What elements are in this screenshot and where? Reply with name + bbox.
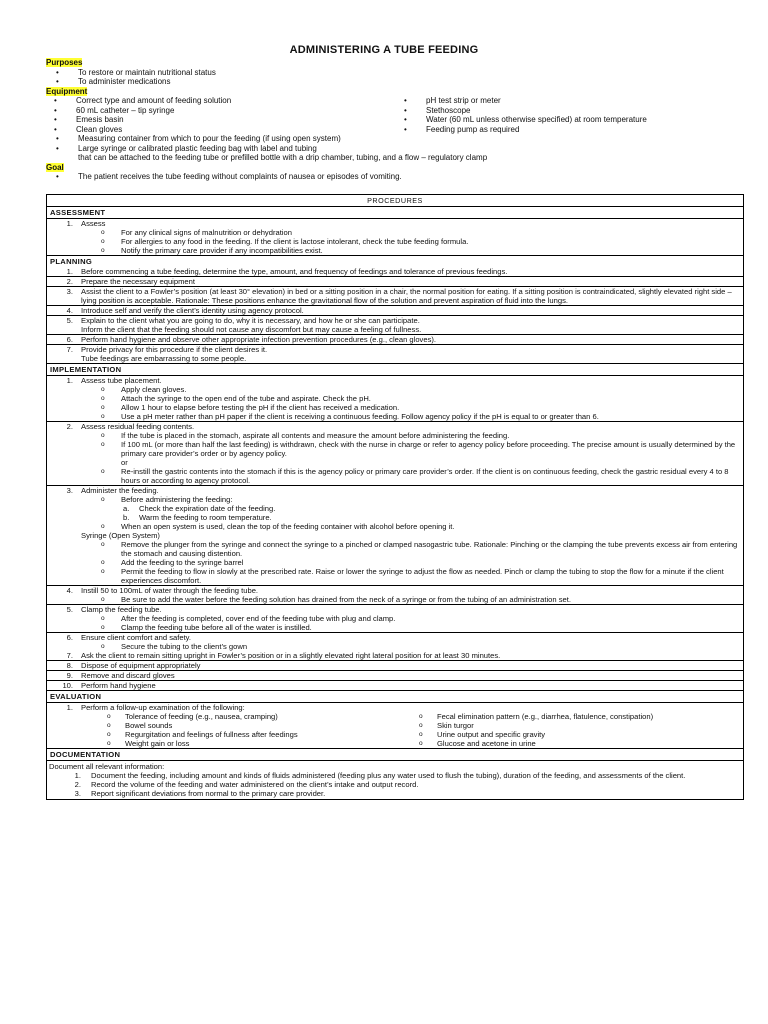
sub-item: o Secure the tubing to the client’s gown <box>81 642 739 651</box>
list-item: • Measuring container from which to pour the feeding (if using open system) <box>46 134 736 144</box>
step-number: 3. <box>66 287 73 296</box>
syringe-heading: Syringe (Open System) <box>81 531 160 540</box>
table-row <box>47 305 743 315</box>
list-item: • Correct type and amount of feeding solution <box>46 96 396 106</box>
step-number: 9. <box>66 671 73 680</box>
step-number: 4. <box>66 586 73 595</box>
table-row <box>47 315 743 334</box>
evaluation-right <box>393 712 739 748</box>
step-text: Instill 50 to 100mL of water through the feeding tube. <box>81 586 259 595</box>
table-row <box>47 267 743 276</box>
step-number: 1. <box>66 219 73 228</box>
step-number: 10. <box>62 681 73 690</box>
sub-item: o For any clinical signs of malnutrition or dehydration <box>81 228 739 237</box>
sub-item: o Use a pH meter rather than pH paper if the client is receiving a continuous feeding. Follow agency policy if the pH is equal to or greater than 6. <box>81 412 739 421</box>
step-number: 7. <box>66 345 73 354</box>
step-text: Perform hand hygiene and observe other appropriate infection prevention procedures (e.g., clean gloves). <box>81 335 437 344</box>
lettered-item: b. Warm the feeding to room temperature. <box>123 513 272 522</box>
list-item: • Clean gloves <box>46 125 396 135</box>
documentation-intro: Document all relevant information: <box>49 762 165 771</box>
list-item: • Large syringe or calibrated plastic feeding bag with label and tubing <box>46 144 736 154</box>
sub-item: o Remove the plunger from the syringe and connect the syringe to a pinched or clamped nasogastric tube. Rationale: Pinching or the clamping the tube prevents excess air from entering the stomach and causing distention. <box>81 540 739 558</box>
letter-marker: b. <box>123 513 130 522</box>
sub-item: o Attach the syringe to the open end of the tube and aspirate. Check the pH. <box>81 394 739 403</box>
sub-item: o Urine output and specific gravity <box>393 730 739 739</box>
step-text: Assess <box>81 219 106 228</box>
equipment-continuation: that can be attached to the feeding tube or prefilled bottle with a drip chamber, tubing, and a flow – regulatory clamp <box>78 153 488 162</box>
table-row <box>47 276 743 286</box>
step-text: Clamp the feeding tube. <box>81 605 162 614</box>
evaluation-left <box>81 712 393 748</box>
step-text: Ask the client to remain sitting upright in Fowler’s position or in a slightly elevated right lateral position for at least 30 minutes. <box>81 651 501 660</box>
list-item <box>49 771 741 780</box>
sub-item: o Allow 1 hour to elapse before testing the pH if the client has received a medication. <box>81 403 739 412</box>
sub-item: o For allergies to any food in the feeding. If the client is lactose intolerant, check the tube feeding formula. <box>81 237 739 246</box>
item-number: 3. <box>74 789 81 798</box>
item-text: Report significant deviations from normal to the primary care provider. <box>91 789 326 798</box>
list-item: • pH test strip or meter <box>396 96 736 106</box>
intro-section <box>46 58 736 182</box>
item-text: Document the feeding, including amount and kinds of fluids administered (feeding plus any water used to flush the tubing), duration of the feeding, and assessments of the client. <box>91 771 686 780</box>
sub-item: o Bowel sounds <box>81 721 393 730</box>
purposes-label: Purposes <box>46 58 83 67</box>
table-row <box>47 485 743 585</box>
section-planning: PLANNING <box>47 255 743 267</box>
list-item: • Stethoscope <box>396 106 736 116</box>
step-text: Provide privacy for this procedure if the client desires it. <box>81 345 268 354</box>
step-text: Assist the client to a Fowler’s position (at least 30° elevation) in bed or a sitting position in a chair, the normal position for eating. If a sitting position is contraindicated, slightly elevated right side – lying position is acceptable. Rationale: These positions enhance the gravitational flow of the solution and prevent aspiration of fluid into the lungs. <box>81 287 732 305</box>
section-documentation: DOCUMENTATION <box>47 748 743 760</box>
equipment-columns <box>46 96 736 134</box>
equipment-left-list <box>46 96 396 134</box>
section-assessment: ASSESSMENT <box>47 206 743 218</box>
procedures-table <box>46 194 744 800</box>
table-row <box>47 421 743 485</box>
list-item: • To restore or maintain nutritional status <box>46 68 736 78</box>
step-text: Inform the client that the feeding should not cause any discomfort but may cause a feeling of fullness. <box>81 325 422 334</box>
list-item <box>49 789 741 798</box>
sub-item: o Weight gain or loss <box>81 739 393 748</box>
sub-item: o Skin turgor <box>393 721 739 730</box>
list-item: • Water (60 mL unless otherwise specified) at room temperature <box>396 115 736 125</box>
sub-item: o Add the feeding to the syringe barrel <box>81 558 739 567</box>
table-row <box>47 680 743 690</box>
step-number: 5. <box>66 316 73 325</box>
step-text: Prepare the necessary equipment <box>81 277 195 286</box>
list-item: • The patient receives the tube feeding without complaints of nausea or episodes of vomiting. <box>46 172 736 182</box>
list-item: • Emesis basin <box>46 115 396 125</box>
section-implementation: IMPLEMENTATION <box>47 363 743 375</box>
or-text: or <box>121 458 128 467</box>
step-number: 1. <box>66 703 73 712</box>
sub-item: o Glucose and acetone in urine <box>393 739 739 748</box>
table-row <box>47 344 743 363</box>
step-text: Tube feedings are embarrassing to some people. <box>81 354 247 363</box>
item-number: 2. <box>74 780 81 789</box>
sub-item: o Tolerance of feeding (e.g., nausea, cramping) <box>81 712 393 721</box>
implementation-simple-rows <box>47 651 743 690</box>
goal-list <box>46 172 736 182</box>
step-text: Assess tube placement. <box>81 376 162 385</box>
sub-item: o After the feeding is completed, cover end of the feeding tube with plug and clamp. <box>81 614 739 623</box>
list-item: • To administer medications <box>46 77 736 87</box>
table-row <box>47 375 743 421</box>
step-number: 7. <box>66 651 73 660</box>
step-number: 1. <box>66 376 73 385</box>
table-row <box>47 585 743 604</box>
step-text: Perform hand hygiene <box>81 681 156 690</box>
sub-item: o Apply clean gloves. <box>81 385 739 394</box>
step-text: Explain to the client what you are going to do, why it is necessary, and how he or she can participate. <box>81 316 420 325</box>
step-text: Remove and discard gloves <box>81 671 175 680</box>
table-row <box>47 604 743 632</box>
table-row <box>47 670 743 680</box>
step-text: Ensure client comfort and safety. <box>81 633 192 642</box>
step-number: 6. <box>66 633 73 642</box>
sub-item: o Before administering the feeding: <box>81 495 739 504</box>
table-row <box>47 334 743 344</box>
sub-item: o Permit the feeding to flow in slowly at the prescribed rate. Raise or lower the syringe to adjust the flow as needed. Pinch or clamp the tubing to stop the flow for a minute if the client experiences discomfort. <box>81 567 739 585</box>
documentation-items <box>49 771 741 798</box>
table-row <box>47 760 743 799</box>
table-row <box>47 286 743 305</box>
sub-item: o Fecal elimination pattern (e.g., diarrhea, flatulence, constipation) <box>393 712 739 721</box>
step-text: Administer the feeding. <box>81 486 159 495</box>
step-number: 2. <box>66 422 73 431</box>
item-text: Record the volume of the feeding and water administered on the client’s intake and output record. <box>91 780 419 789</box>
item-number: 1. <box>74 771 81 780</box>
equipment-label: Equipment <box>46 86 88 96</box>
list-item <box>49 780 741 789</box>
sub-item: o Clamp the feeding tube before all of the water is instilled. <box>81 623 739 632</box>
page-title: ADMINISTERING A TUBE FEEDING <box>289 44 479 56</box>
list-item: • Feeding pump as required <box>396 125 736 135</box>
section-evaluation: EVALUATION <box>47 690 743 702</box>
step-text: Perform a follow-up examination of the following: <box>81 703 245 712</box>
lettered-item: a. Check the expiration date of the feeding. <box>123 504 276 513</box>
planning-rows <box>47 267 743 363</box>
table-row <box>47 632 743 651</box>
sub-item: o If the tube is placed in the stomach, aspirate all contents and measure the amount before administering the feeding. <box>81 431 739 440</box>
step-text: Before commencing a tube feeding, determine the type, amount, and frequency of feedings and tolerance of previous feedings. <box>81 267 508 276</box>
table-row <box>47 651 743 660</box>
step-number: 5. <box>66 605 73 614</box>
table-header: PROCEDURES <box>367 196 423 205</box>
list-item: • 60 mL catheter – tip syringe <box>46 106 396 116</box>
step-number: 8. <box>66 661 73 670</box>
goal-label: Goal <box>46 162 64 172</box>
step-text: Dispose of equipment appropriately <box>81 661 201 670</box>
purposes-list <box>46 68 736 87</box>
sub-item: o If 100 mL (or more than half the last feeding) is withdrawn, check with the nurse in charge or refer to agency policy before proceeding. The precise amount is usually determined by the primary care provider’s order or by agency policy. <box>81 440 739 458</box>
sub-item: o Regurgitation and feelings of fullness after feedings <box>81 730 393 739</box>
equipment-right-list <box>396 96 736 134</box>
table-row <box>47 218 743 255</box>
step-number: 3. <box>66 486 73 495</box>
step-number: 6. <box>66 335 73 344</box>
sub-item: o Re-instill the gastric contents into the stomach if this is the agency policy or primary care provider’s order. If the client is on continuous feeding, check the gastric residual every 4 to 8 hours or according to agency protocol. <box>81 467 739 485</box>
evaluation-columns <box>81 712 739 748</box>
sub-item: o When an open system is used, clean the top of the feeding container with alcohol before opening it. <box>81 522 739 531</box>
step-number: 1. <box>66 267 73 276</box>
sub-item: o Notify the primary care provider if any incompatibilities exist. <box>81 246 739 255</box>
step-text: Assess residual feeding contents. <box>81 422 195 431</box>
letter-marker: a. <box>123 504 130 513</box>
equipment-wide-list <box>46 134 736 153</box>
step-number: 2. <box>66 277 73 286</box>
step-number: 4. <box>66 306 73 315</box>
table-row <box>47 660 743 670</box>
table-row <box>47 702 743 748</box>
sub-item: o Be sure to add the water before the feeding solution has drained from the neck of a syringe or from the tubing of an administration set. <box>81 595 739 604</box>
step-text: Introduce self and verify the client’s identity using agency protocol. <box>81 306 304 315</box>
